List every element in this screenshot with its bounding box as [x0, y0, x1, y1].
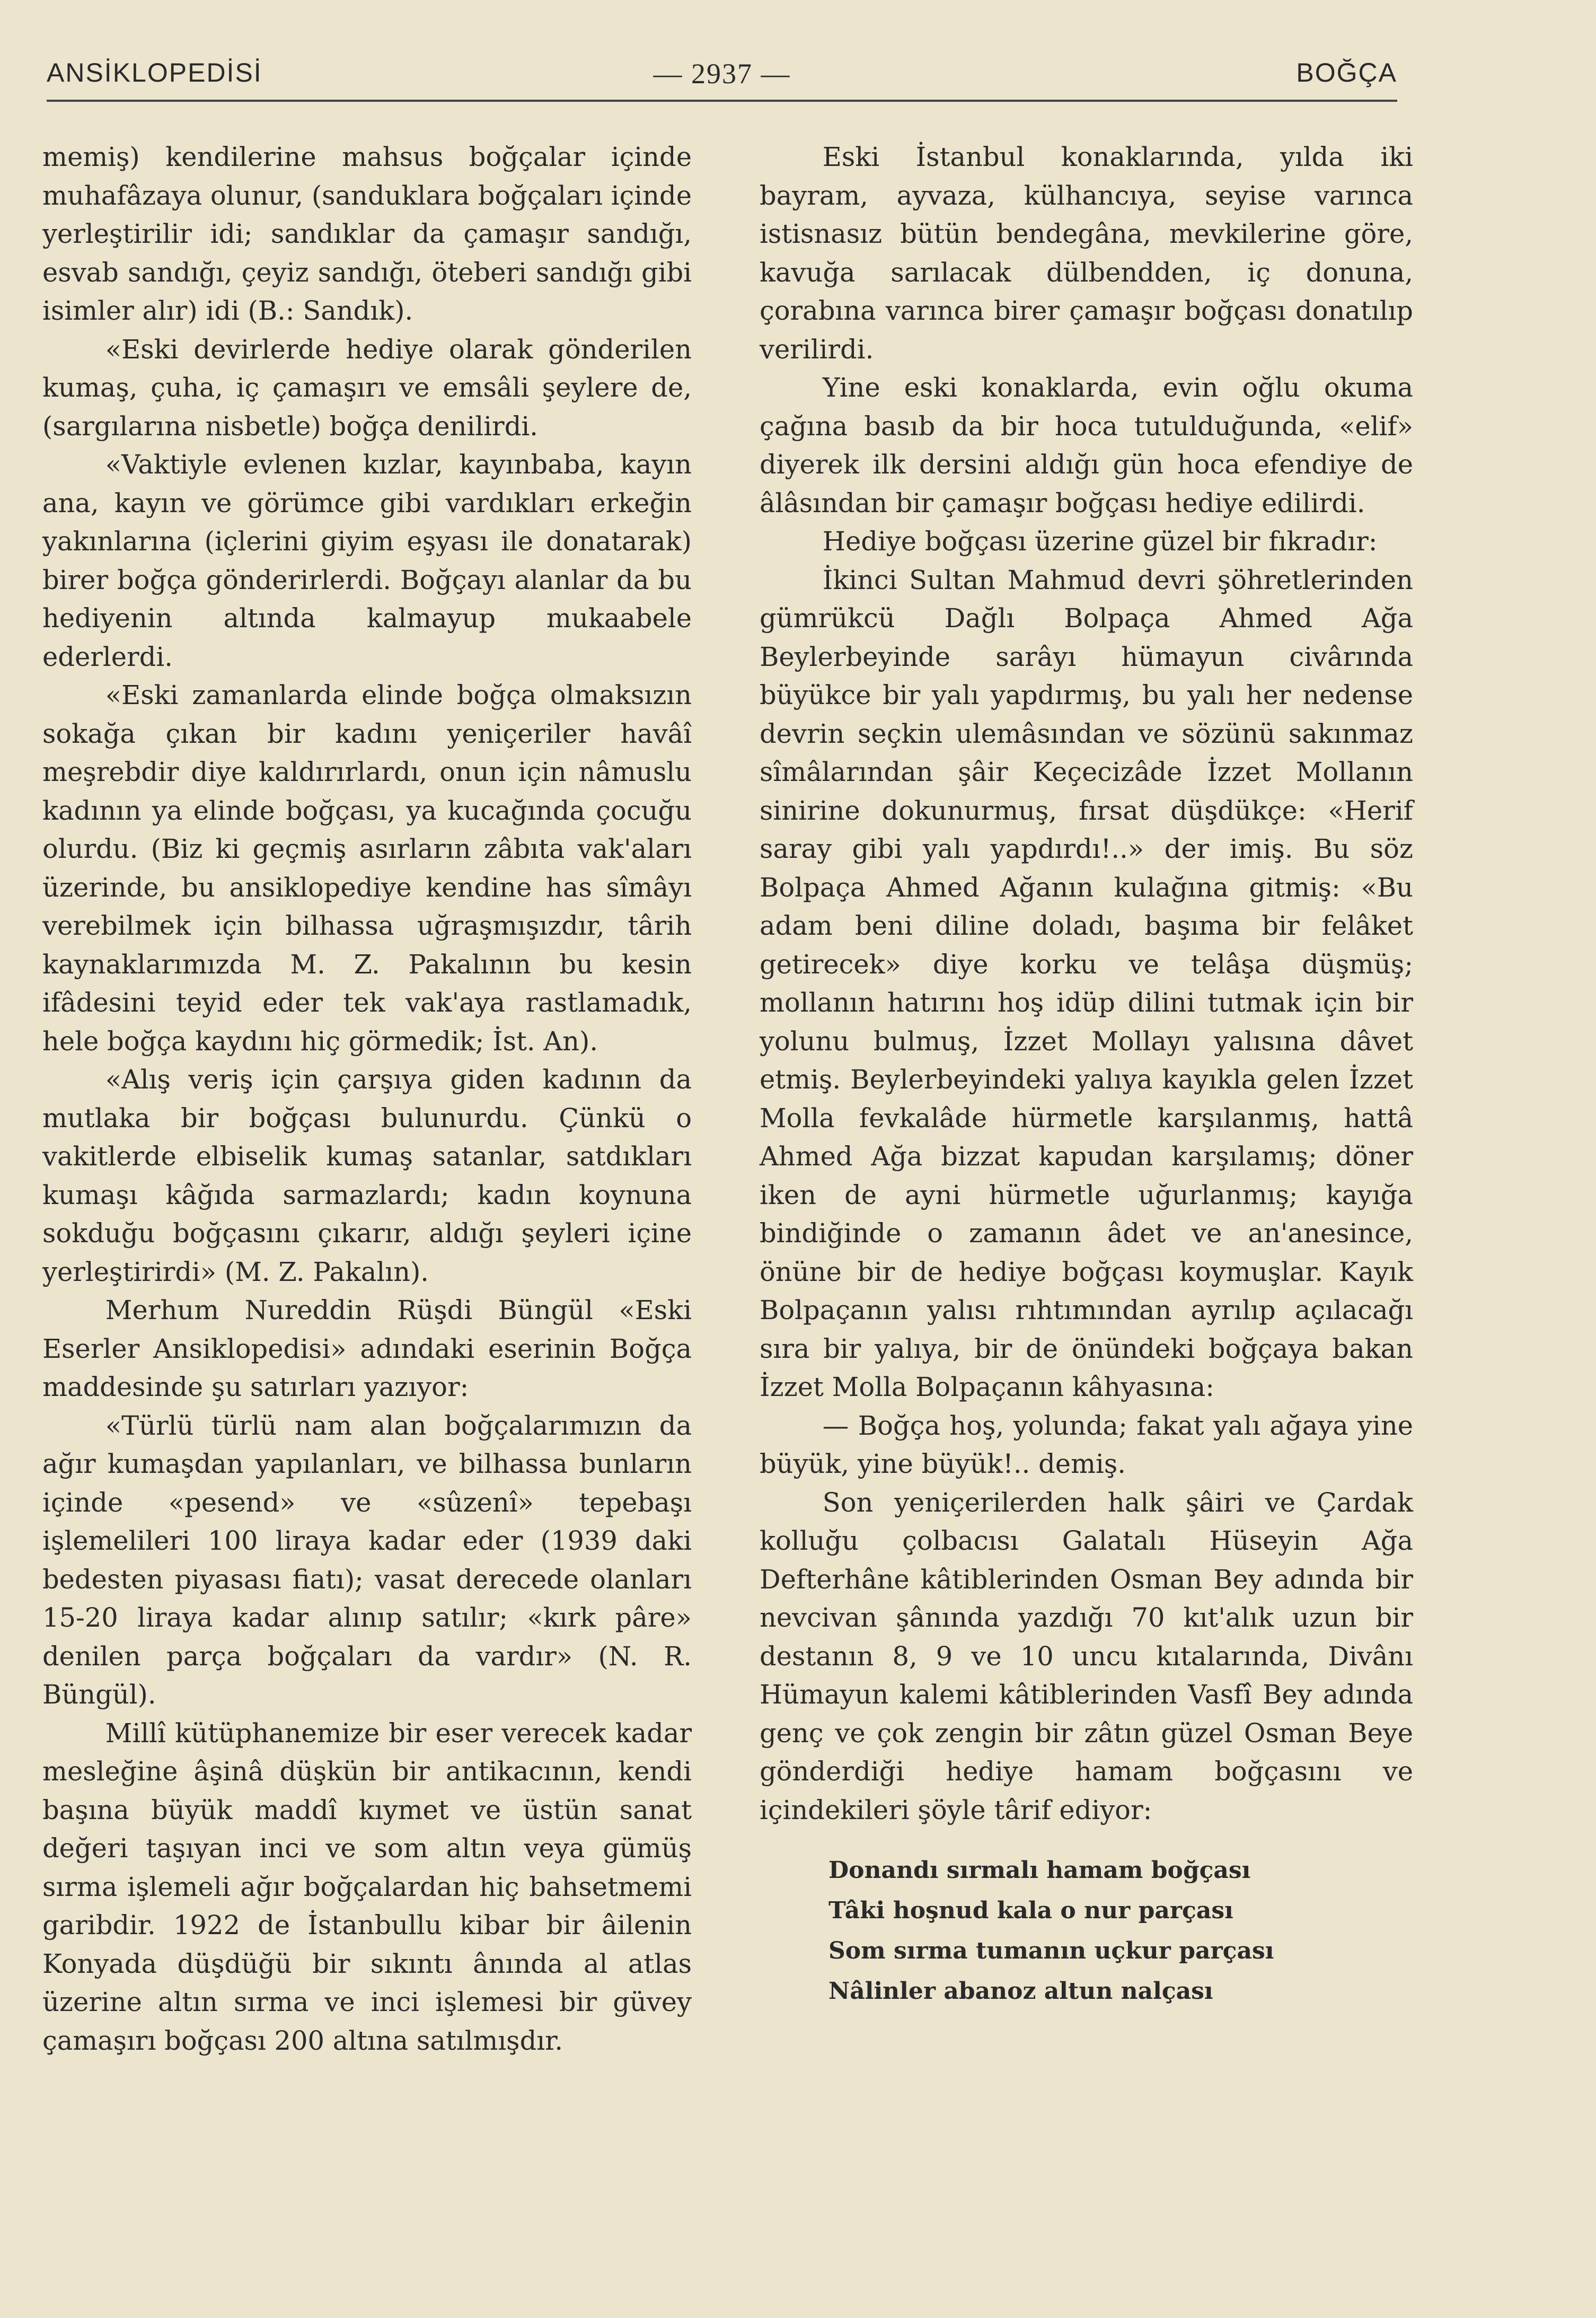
paragraph: — Boğça hoş, yolunda; fakat yalı ağaya yine büyük, yine büyük!.. demiş. — [760, 1410, 1413, 1479]
header-right: BOĞÇA — [1296, 58, 1397, 87]
paragraph: «Eski devirlerde hediye olarak gönderilen kumaş, çuha, iç çamaşırı ve emsâli şeylere de, (sargılarına nisbetle) boğça denilirdi. — [42, 333, 692, 442]
paragraph: İkinci Sultan Mahmud devri şöhretlerinden gümrükcü Dağlı Bolpaça Ahmed Ağa Beylerbeyinde sarâyı hümayun civârında büyükce bir yalı yapdırmış, bu yalı her nedense devrin seçkin ulemâsından ve sözünü sakınmaz sîmâlarından şâir Keçecizâde İzzet Mollanın sinirine dokunurmuş, fırsat düşdükçe: «Herif saray gibi yalı yapdırdı!..» der imiş. Bu söz Bolpaça Ahmed Ağanın kulağına gitmiş: «Bu adam beni diline doladı, başıma bir felâket getirecek» diye korku ve telâşa düşmüş; mollanın hatırını hoş idüp dilini tutmak için bir yolunu bulmuş, İzzet Mollayı yalısına dâvet etmiş. Beylerbeyindeki yalıya kayıkla gelen İzzet Molla fevkalâde hürmetle karşılanmış, hattâ Ahmed Ağa bizzat kapudan karşılamış; döner iken de ayni hürmetle uğurlanmış; kayığa bindiğinde o zamanın âdet ve an'anesince, önüne bir de hediye boğçası koymuşlar. Kayık Bolpaçanın yalısı rıhtımından ayrılıp açılacağı sıra bir yalıya, bir de önündeki boğçaya bakan İzzet Molla Bolpaçanın kâhyasına: — [760, 564, 1413, 1402]
left-column — [42, 138, 692, 2060]
paragraph: «Vaktiyle evlenen kızlar, kayınbaba, kayın ana, kayın ve görümce gibi vardıkları erkeğin yakınlarına (içlerini giyim eşyası ile donatarak) birer boğça gönderirlerdi. Boğçayı alanlar da bu hediyenin altında kalmayup mukaabele ederlerdi. — [42, 449, 692, 672]
paragraph: Millî kütüphanemize bir eser verecek kadar mesleğine âşinâ düşkün bir antikacının, kendi başına büyük maddî kıymet ve üstün sanat değeri taşıyan inci ve som altın veya gümüş sırma işlemeli ağır boğçalardan hiç bahsetmemi garibdir. 1922 de İstanbullu kibar bir âilenin Konyada düşdüğü bir sıkıntı ânında al atlas üzerine altın sırma ve inci işlemesi bir güvey çamaşırı boğçası 200 altına satılmışdır. — [42, 1717, 692, 2056]
poem-line: Nâlinler abanoz altun nalçası — [828, 1978, 1213, 2005]
paragraph: «Eski zamanlarda elinde boğça olmaksızın sokağa çıkan bir kadını yeniçeriler havâî meşrebdir diye kaldırırlardı, onun için nâmuslu kadının ya elinde boğçası, ya kucağında çocuğu olurdu. (Biz ki geçmiş asırların zâbıta vak'aları üzerinde, bu ansiklopediye kendine has sîmâyı verebilmek için bilhassa uğraşmışızdır, târih kaynaklarımızda M. Z. Pakalının bu kesin ifâdesini teyid eder tek vak'aya rastlamadık, hele boğça kaydını hiç görmedik; İst. An). — [42, 680, 692, 1057]
header-left: ANSİKLOPEDİSİ — [47, 58, 262, 87]
running-header — [47, 57, 1397, 100]
paragraph: Hediye boğçası üzerine güzel bir fıkradır: — [822, 526, 1378, 557]
paragraph: «Türlü türlü nam alan boğçalarımızın da ağır kumaşdan yapılanları, ve bilhassa bunların içinde «pesend» ve «sûzenî» tepebaşı işlemelileri 100 liraya kadar eder (1939 daki bedesten piyasası fiatı); vasat derecede olanları 15-20 liraya kadar alınıp satılır; «kırk pâre» denilen parça boğçaları da vardır» (N. R. Büngül). — [42, 1410, 692, 1710]
paragraph: Eski İstanbul konaklarında, yılda iki bayram, ayvaza, külhancıya, seyise varınca istisnasız bütün bendegâna, mevkilerine göre, kavuğa sarılacak dülbendden, iç donuna, çorabına varınca birer çamaşır boğçası donatılıp verilirdi. — [760, 142, 1413, 365]
paragraph: Son yeniçerilerden halk şâiri ve Çardak kolluğu çolbacısı Galatalı Hüseyin Ağa Defterhâne kâtiblerinden Osman Bey adında bir nevcivan şânında yazdığı 70 kıt'alık uzun bir destanın 8, 9 ve 10 uncu kıtalarında, Divânı Hümayun kalemi kâtiblerinden Vasfî Bey adında genç ve çok zengin bir zâtın güzel Osman Beye gönderdiği hediye hamam boğçasını ve içindekileri şöyle târif ediyor: — [760, 1487, 1413, 1825]
poem-line: Donandı sırmalı hamam boğçası — [828, 1857, 1251, 1884]
paragraph: Merhum Nureddin Rüşdi Büngül «Eski Eserler Ansiklopedisi» adındaki eserinin Boğça maddesinde şu satırları yazıyor: — [42, 1295, 692, 1402]
header-rule — [47, 100, 1397, 102]
poem-line: Tâki hoşnud kala o nur parçası — [828, 1897, 1233, 1924]
page-number: — 2937 — — [653, 58, 791, 90]
poem-line: Som sırma tumanın uçkur parçası — [828, 1937, 1274, 1964]
paragraph: memiş) kendilerine mahsus boğçalar içinde muhafâzaya olunur, (sanduklara boğçaları içinde yerleştirilir idi; sandıklar da çamaşır sandığı, esvab sandığı, çeyiz sandığı, öteberi sandığı gibi isimler alır) idi (B.: Sandık). — [42, 142, 692, 326]
paragraph: Yine eski konaklarda, evin oğlu okuma çağına basıb da bir hoca tutulduğunda, «elif» diyerek ilk dersini aldığı gün hoca efendiye de âlâsından bir çamaşır boğçası hediye edilirdi. — [760, 372, 1413, 519]
paragraph: «Alış veriş için çarşıya giden kadının da mutlaka bir boğçası bulunurdu. Çünkü o vakitlerde elbiselik kumaş satanlar, satdıkları kumaşı kâğıda sarmazlardı; kadın koynuna sokduğu boğçasını çıkarır, aldığı şeyleri içine yerleştirirdi» (M. Z. Pakalın). — [42, 1064, 692, 1287]
poem-stanza — [828, 1850, 1413, 2012]
right-column — [760, 138, 1413, 2012]
